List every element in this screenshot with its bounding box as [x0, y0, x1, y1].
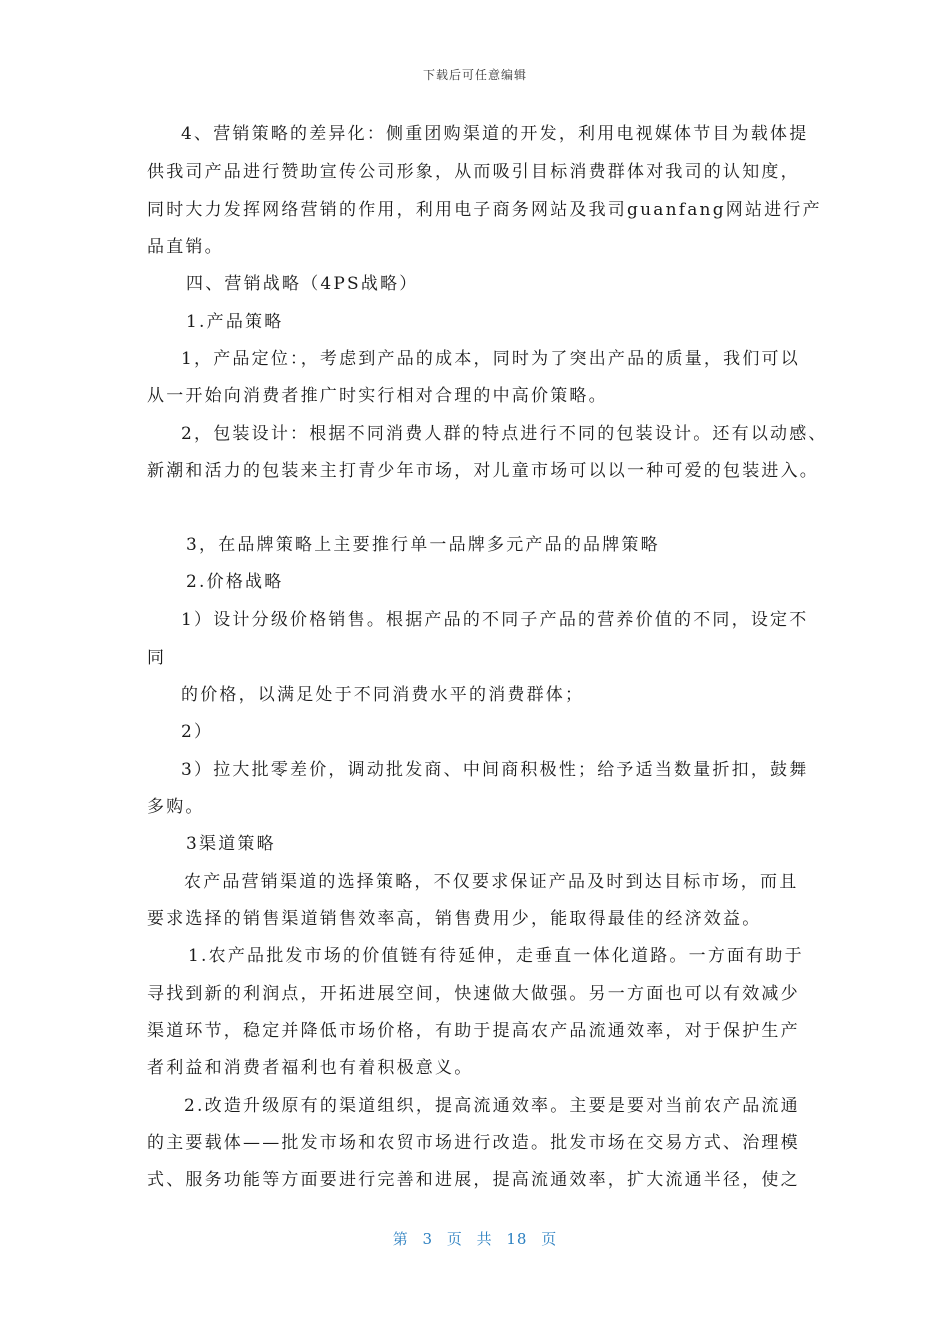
page-header: 下载后可任意编辑 [422, 68, 527, 82]
section-heading: 四、营销战略（4PS战略） [186, 274, 419, 294]
page-footer: 第 3 页 共 18 页 [392, 1230, 558, 1248]
paragraph-line: 渠道环节，稳定并降低市场价格，有助于提高农产品流通效率，对于保护生产 [147, 1021, 800, 1041]
paragraph-line: 1）设计分级价格销售。根据产品的不同子产品的营养价值的不同，设定不 [181, 610, 809, 630]
paragraph-line: 品直销。 [147, 237, 224, 257]
paragraph-line: 农产品营销渠道的选择策略，不仅要求保证产品及时到达目标市场，而且 [184, 872, 799, 892]
subsection-heading: 2.价格战略 [186, 572, 284, 592]
paragraph-line: 1，产品定位：，考虑到产品的成本，同时为了突出产品的质量，我们可以 [181, 349, 800, 369]
paragraph-line: 2.改造升级原有的渠道组织，提高流通效率。主要是要对当前农产品流通 [184, 1096, 800, 1116]
paragraph-line: 3，在品牌策略上主要推行单一品牌多元产品的品牌策略 [186, 535, 660, 555]
paragraph-line: 式、服务功能等方面要进行完善和进展，提高流通效率，扩大流通半径，使之 [147, 1170, 800, 1190]
paragraph-line: 新潮和活力的包装来主打青少年市场，对儿童市场可以以一种可爱的包装进入。 [147, 461, 819, 481]
paragraph-line: 同时大力发挥网络营销的作用，利用电子商务网站及我司guanfang网站进行产 [147, 200, 822, 220]
paragraph-line: 的价格，以满足处于不同消费水平的消费群体； [181, 685, 585, 705]
paragraph-line: 要求选择的销售渠道销售效率高，销售费用少，能取得最佳的经济效益。 [147, 909, 762, 929]
subsection-heading: 3渠道策略 [186, 834, 276, 854]
paragraph-line: 寻找到新的利润点，开拓进展空间，快速做大做强。另一方面也可以有效减少 [147, 984, 800, 1004]
paragraph-line: 1.农产品批发市场的价值链有待延伸，走垂直一体化道路。一方面有助于 [188, 946, 804, 966]
paragraph-line: 4、营销策略的差异化：侧重团购渠道的开发，利用电视媒体节目为载体提 [181, 124, 809, 144]
paragraph-line: 3）拉大批零差价，调动批发商、中间商积极性；给予适当数量折扣，鼓舞 [181, 760, 809, 780]
paragraph-line: 者利益和消费者福利也有着积极意义。 [147, 1058, 474, 1078]
subsection-heading: 1.产品策略 [186, 312, 284, 332]
paragraph-line: 同 [147, 648, 167, 668]
paragraph-line: 2） [181, 722, 214, 742]
paragraph-line: 从一开始向消费者推广时实行相对合理的中高价策略。 [147, 386, 608, 406]
paragraph-line: 供我司产品进行赞助宣传公司形象，从而吸引目标消费群体对我司的认知度， [147, 162, 800, 182]
paragraph-line: 的主要载体——批发市场和农贸市场进行改造。批发市场在交易方式、治理模 [147, 1133, 800, 1153]
paragraph-line: 多购。 [147, 797, 205, 817]
paragraph-line: 2，包装设计：根据不同消费人群的特点进行不同的包装设计。还有以动感、 [181, 424, 828, 444]
